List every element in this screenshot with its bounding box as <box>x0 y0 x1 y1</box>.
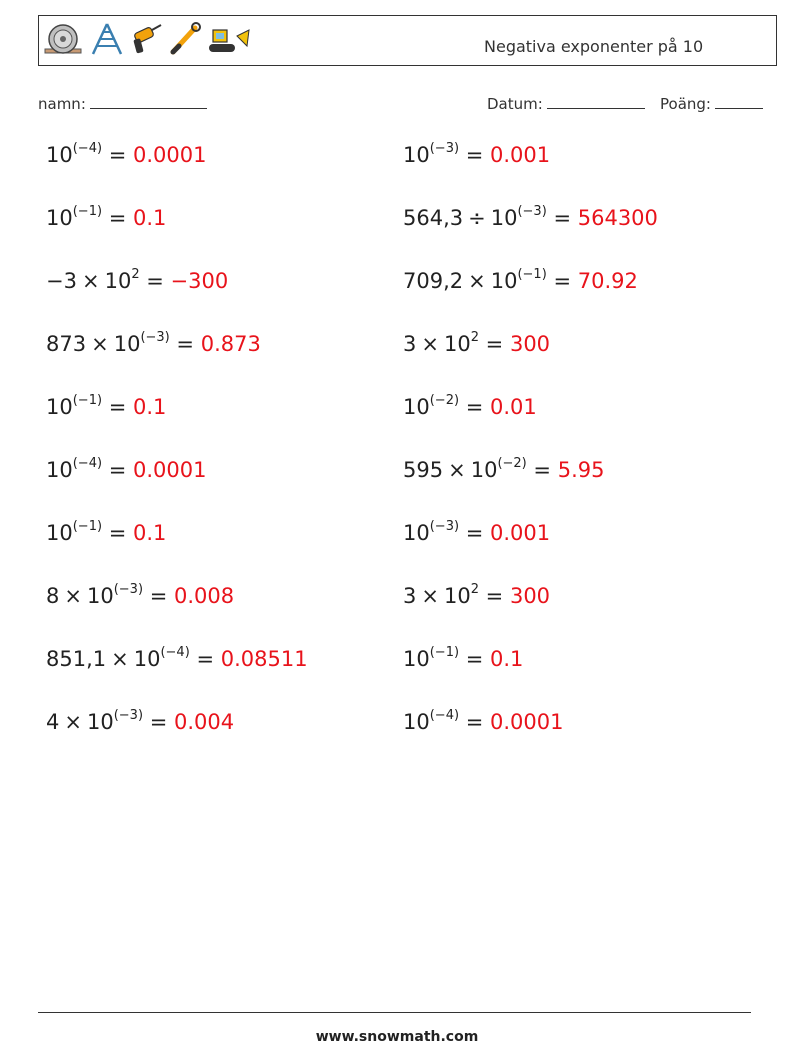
problem-left: $10^{(-4)} = 0.0001$ <box>46 456 207 482</box>
coefficient: 851,1 <box>46 647 107 671</box>
date-label: Datum: <box>487 95 543 113</box>
problem-right: $595 \times 10^{(-2)} = 5.95$ <box>403 456 605 482</box>
answer: 564300 <box>577 206 658 230</box>
problem-right: $564,3 \div 10^{(-3)} = 564300$ <box>403 204 658 230</box>
base: 10 <box>46 206 73 230</box>
problem-right: $10^{(-1)} = 0.1$ <box>403 645 524 671</box>
base: 10 <box>46 395 73 419</box>
base: 10 <box>86 710 114 734</box>
coefficient: −3 <box>46 269 77 293</box>
exponent: (−3) <box>429 519 460 534</box>
problem-left: $873 \times 10^{(-3)} = 0.873$ <box>46 330 261 356</box>
date-line[interactable] <box>547 94 645 109</box>
problem-left: $-3 \times 10^2 = -300$ <box>46 267 229 293</box>
wrench-icon <box>167 22 203 56</box>
operator: × <box>111 647 129 671</box>
base: 10 <box>46 521 73 545</box>
coefficient: 3 <box>403 584 417 608</box>
coefficient: 564,3 <box>403 206 464 230</box>
problem-left: $8 \times 10^{(-3)} = 0.008$ <box>46 582 235 608</box>
base: 10 <box>86 584 114 608</box>
operator: ÷ <box>468 206 486 230</box>
problem-row <box>46 647 766 687</box>
problem-right: $10^{(-3)} = 0.001$ <box>403 141 551 167</box>
base: 10 <box>490 206 518 230</box>
exponent: (−2) <box>497 456 527 471</box>
answer: 300 <box>509 332 551 356</box>
answer: 0.001 <box>490 143 551 167</box>
base: 10 <box>443 332 471 356</box>
problem-row <box>46 143 766 183</box>
exponent: (−1) <box>72 519 103 534</box>
problem-row <box>46 584 766 624</box>
base: 10 <box>403 647 430 671</box>
problem-right: $3 \times 10^2 = 300$ <box>403 330 551 356</box>
base: 10 <box>133 647 161 671</box>
base: 10 <box>46 458 73 482</box>
exponent: (−2) <box>429 393 460 408</box>
name-field[interactable] <box>38 94 207 113</box>
exponent: (−1) <box>517 267 547 282</box>
exponent: (−3) <box>517 204 547 219</box>
operator: × <box>64 710 82 734</box>
problem-right: $10^{(-3)} = 0.001$ <box>403 519 551 545</box>
exponent: (−4) <box>160 645 190 660</box>
base: 10 <box>470 458 498 482</box>
answer: 0.0001 <box>133 143 207 167</box>
answer: 5.95 <box>557 458 605 482</box>
problem-row <box>46 458 766 498</box>
answer: 0.0001 <box>490 710 564 734</box>
answer: 0.1 <box>133 521 167 545</box>
name-label: namn: <box>38 95 86 113</box>
saw-blade-icon <box>43 22 83 56</box>
name-line[interactable] <box>90 94 207 109</box>
answer: 0.004 <box>173 710 235 734</box>
exponent: (−1) <box>72 393 103 408</box>
drill-icon <box>127 22 163 56</box>
coefficient: 873 <box>46 332 87 356</box>
problem-row <box>46 395 766 435</box>
answer: 0.008 <box>173 584 235 608</box>
answer: 0.01 <box>490 395 537 419</box>
problem-right: $10^{(-2)} = 0.01$ <box>403 393 537 419</box>
exponent: (−3) <box>429 141 460 156</box>
problem-left: $10^{(-1)} = 0.1$ <box>46 519 167 545</box>
answer: 0.001 <box>490 521 551 545</box>
worksheet-title: Negativa exponenter på 10 <box>484 37 704 56</box>
problem-right: $709,2 \times 10^{(-1)} = 70.92$ <box>403 267 638 293</box>
worksheet-header <box>38 15 777 66</box>
exponent: (−3) <box>113 708 144 723</box>
exponent: (−1) <box>429 645 460 660</box>
answer: 0.873 <box>200 332 261 356</box>
problem-left: $10^{(-1)} = 0.1$ <box>46 204 167 230</box>
operator: × <box>448 458 466 482</box>
base: 10 <box>490 269 518 293</box>
problem-row <box>46 206 766 246</box>
problem-right: $3 \times 10^2 = 300$ <box>403 582 551 608</box>
base: 10 <box>104 269 132 293</box>
answer: 0.0001 <box>133 458 207 482</box>
bulldozer-icon <box>207 22 251 56</box>
exponent: (−3) <box>113 582 144 597</box>
answer: 70.92 <box>577 269 638 293</box>
score-line[interactable] <box>715 94 763 109</box>
footer-divider <box>38 1012 751 1013</box>
coefficient: 595 <box>403 458 444 482</box>
problem-left: $10^{(-1)} = 0.1$ <box>46 393 167 419</box>
base: 10 <box>443 584 471 608</box>
exponent: (−4) <box>429 708 460 723</box>
base: 10 <box>403 521 430 545</box>
answer: 300 <box>509 584 551 608</box>
exponent: 2 <box>470 330 479 345</box>
problem-right: $10^{(-4)} = 0.0001$ <box>403 708 564 734</box>
date-field[interactable] <box>487 94 645 113</box>
ladder-icon <box>87 22 123 56</box>
tool-icons <box>43 22 251 56</box>
operator: × <box>421 584 439 608</box>
problem-left: $4 \times 10^{(-3)} = 0.004$ <box>46 708 235 734</box>
problem-row <box>46 332 766 372</box>
base: 10 <box>46 143 73 167</box>
base: 10 <box>403 143 430 167</box>
problem-row <box>46 521 766 561</box>
answer: 0.08511 <box>220 647 308 671</box>
answer: −300 <box>170 269 229 293</box>
operator: × <box>91 332 109 356</box>
problem-left: $10^{(-4)} = 0.0001$ <box>46 141 207 167</box>
exponent: (−4) <box>72 456 103 471</box>
operator: × <box>421 332 439 356</box>
coefficient: 709,2 <box>403 269 464 293</box>
operator: × <box>468 269 486 293</box>
coefficient: 4 <box>46 710 60 734</box>
exponent: 2 <box>131 267 140 282</box>
operator: × <box>64 584 82 608</box>
problem-left: $851,1 \times 10^{(-4)} = 0.08511$ <box>46 645 308 671</box>
operator: × <box>81 269 100 293</box>
answer: 0.1 <box>133 395 167 419</box>
footer-url: www.snowmath.com <box>315 1029 479 1045</box>
problem-row <box>46 710 766 750</box>
coefficient: 8 <box>46 584 60 608</box>
base: 10 <box>403 710 430 734</box>
base: 10 <box>113 332 141 356</box>
coefficient: 3 <box>403 332 417 356</box>
answer: 0.1 <box>133 206 167 230</box>
base: 10 <box>403 395 430 419</box>
problem-row <box>46 269 766 309</box>
score-label: Poäng: <box>660 95 711 113</box>
answer: 0.1 <box>490 647 524 671</box>
exponent: 2 <box>470 582 479 597</box>
exponent: (−1) <box>72 204 103 219</box>
score-field[interactable] <box>660 94 763 113</box>
exponent: (−4) <box>72 141 103 156</box>
exponent: (−3) <box>140 330 170 345</box>
